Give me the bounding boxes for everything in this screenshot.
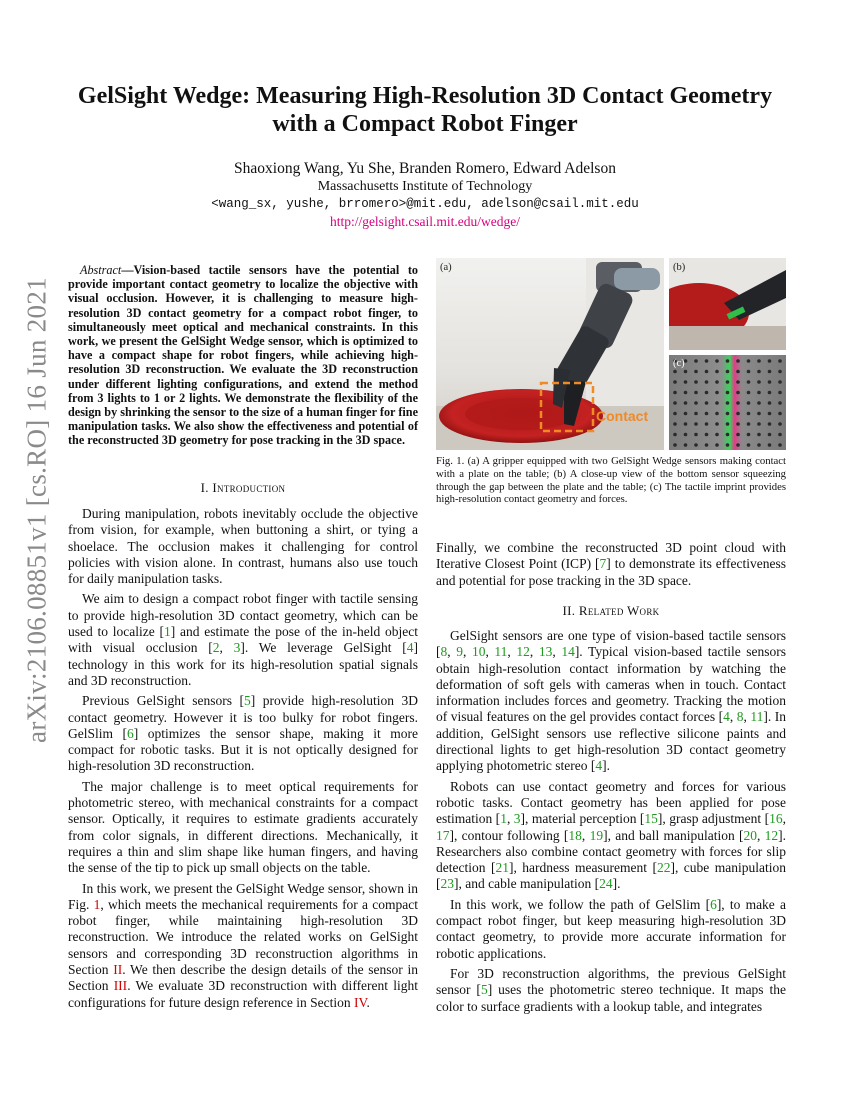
marker-dot: [673, 380, 677, 384]
citation-link[interactable]: 9: [456, 644, 463, 660]
marker-dot: [768, 422, 772, 426]
marker-dot: [705, 391, 709, 395]
citation-link[interactable]: 4: [723, 709, 730, 725]
marker-dot: [747, 370, 751, 374]
section-heading-introduction: I. Introduction: [200, 480, 286, 495]
citation-link[interactable]: 3: [513, 811, 521, 827]
marker-dot: [726, 370, 730, 374]
citation-link[interactable]: 4: [595, 758, 603, 774]
marker-dot: [778, 401, 782, 405]
marker-dot: [694, 412, 698, 416]
citation-link[interactable]: 8: [440, 644, 448, 660]
gripper-photo: [436, 258, 664, 450]
citation-link[interactable]: 17: [436, 827, 450, 843]
marker-dot: [715, 380, 719, 384]
figure-link[interactable]: 1: [93, 896, 101, 912]
paragraph: We aim to design a compact robot finger with tactile sensing to provide high-resolution 3D contact geometry, which can be used to localize [1] and estimate the pose of the in-held object with visual occlusion [2, 3]. We leverage GelSight [4] technology in this work for its high-resolution spatial signals and 3D reconstruction.: [68, 591, 419, 688]
marker-dot: [673, 433, 677, 437]
marker-dot: [726, 380, 730, 384]
marker-dot: [747, 380, 751, 384]
marker-dot: [684, 401, 688, 405]
marker-dot: [726, 433, 730, 437]
abstract: [68, 263, 418, 448]
marker-dot: [747, 422, 751, 426]
marker-dot: [694, 391, 698, 395]
marker-dot: [705, 433, 709, 437]
marker-dot: [747, 401, 751, 405]
figure-caption: Fig. 1. (a) A gripper equipped with two GelSight Wedge sensors making contact with a plate on the table; (b) A close-up view of the bottom sensor squeezing through the gap between the plate and the table; (c) The tactile imprint provides high-resolution contact geometry and forces.: [436, 455, 786, 506]
marker-dot: [673, 412, 677, 416]
marker-dot: [778, 443, 782, 447]
citation-link[interactable]: 20: [743, 827, 757, 843]
paragraph: Finally, we combine the reconstructed 3D point cloud with Iterative Closest Point (ICP) [7] to demonstrate its effectiveness and potential for pose tracking in the 3D space.: [436, 540, 786, 588]
marker-dot: [736, 380, 740, 384]
author-list: Shaoxiong Wang, Yu She, Branden Romero, Edward Adelson: [234, 160, 616, 177]
citation-link[interactable]: 11: [494, 644, 508, 660]
citation-link[interactable]: 6: [127, 725, 134, 741]
subfigure-label-b: (b): [673, 262, 686, 273]
marker-dot: [715, 391, 719, 395]
marker-dot: [684, 433, 688, 437]
marker-dot: [736, 359, 740, 363]
contact-label: Contact: [596, 408, 649, 424]
marker-dot: [715, 359, 719, 363]
tactile-imprint-image: [669, 355, 786, 450]
marker-dot: [684, 422, 688, 426]
marker-dot: [684, 412, 688, 416]
citation-link[interactable]: 19: [589, 827, 604, 843]
marker-dot: [705, 359, 709, 363]
citation-link[interactable]: 3: [233, 640, 241, 656]
marker-dot: [757, 359, 761, 363]
section-heading-related-work: II. Related Work: [562, 603, 660, 618]
figure-1: [436, 258, 786, 450]
marker-dot: [768, 443, 772, 447]
title-line-1: GelSight Wedge: Measuring High-Resolution 3D Contact Geometry: [77, 83, 773, 109]
section-link[interactable]: II: [113, 962, 123, 978]
paper-title: [60, 82, 790, 138]
paragraph: For 3D reconstruction algorithms, the previous GelSight sensor [5] uses the photometric stereo technique. It maps the color to surface gradients with a lookup table, and integrates: [436, 965, 786, 1014]
marker-dot: [726, 359, 730, 363]
citation-link[interactable]: 11: [750, 709, 764, 725]
marker-dot: [705, 380, 709, 384]
paragraph: The major challenge is to meet optical requirements for photometric stereo, with mechanical constraints for a compact sensor. Optically, it requires to estimate gradients accurately from color signals, in different directions. Mechanically, it requires a thin and slim shape like human fingers, and having the sense of the tip to pick up small objects on the table.: [68, 778, 418, 876]
subfigure-label-a: (a): [440, 262, 452, 273]
marker-dot: [694, 370, 698, 374]
abstract-text: —Vision-based tactile sensors have the potential to provide important contact geometry to localize the objective with visual occlusion. However, it is challenging to measure high-resolution 3D contact geometry for a compact robot finger, to simultaneously meet optical and mechanical constraints. In this work, we present the GelSight Wedge sensor, which is optimized to have a compact shape for robot fingers, while achieving high-resolution 3D reconstruction. We evaluate the 3D reconstruction under different lighting configurations, and extend the method from 3 lights to 1 or 2 lights. We demonstrate the flexibility of the design by shrinking the sensor to the size of a human finger for fine manipulation tasks. We also show the effectiveness and potential of the reconstructed 3D geometry for pose tracking in the 3D space.: [68, 263, 418, 448]
marker-dot: [778, 412, 782, 416]
citation-link[interactable]: 13: [538, 644, 553, 660]
marker-dot: [747, 433, 751, 437]
marker-dot: [694, 433, 698, 437]
paragraph: Robots can use contact geometry and forces for various robotic tasks. Contact geometry has been applied for pose estimation [1, 3], material perception [15], grasp adjustment [16, 17], contour following [18, 19], and ball manipulation [20, 12]. Researchers also combine contact geometry with forces for slip detection [21], hardness measurement [22], cube manipulation [23], and cable manipulation [24].: [436, 778, 787, 892]
citation-link[interactable]: 6: [710, 896, 717, 912]
marker-dot: [736, 422, 740, 426]
marker-dot: [673, 401, 677, 405]
marker-dot: [736, 391, 740, 395]
right-column-top: [436, 540, 786, 593]
citation-link[interactable]: 10: [471, 644, 486, 660]
marker-dot: [684, 391, 688, 395]
marker-dot: [757, 380, 761, 384]
marker-dot: [673, 443, 677, 447]
citation-link[interactable]: 5: [480, 982, 488, 998]
marker-dot: [768, 433, 772, 437]
marker-dot: [747, 412, 751, 416]
marker-dot: [736, 433, 740, 437]
marker-dot: [747, 359, 751, 363]
marker-dot: [736, 370, 740, 374]
citation-link[interactable]: 1: [164, 624, 171, 640]
marker-dot: [757, 433, 761, 437]
marker-dot: [768, 370, 772, 374]
arxiv-identifier: arXiv:2106.08851v1 [cs.RO] 16 Jun 2021: [21, 277, 52, 743]
marker-dot: [694, 443, 698, 447]
introduction-body: [68, 506, 418, 1015]
marker-dot: [694, 380, 698, 384]
marker-dot: [715, 401, 719, 405]
marker-dot: [715, 422, 719, 426]
marker-dot: [768, 391, 772, 395]
citation-link[interactable]: 8: [736, 709, 744, 725]
subfigure-label-c: (c): [673, 358, 685, 369]
marker-dot: [768, 359, 772, 363]
citation-link[interactable]: 21: [495, 860, 509, 876]
marker-dot: [673, 422, 677, 426]
marker-dot: [757, 391, 761, 395]
marker-dot: [778, 433, 782, 437]
marker-dot: [705, 443, 709, 447]
paragraph: In this work, we present the GelSight Wedge sensor, shown in Fig. 1, which meets the mechanical requirements for a compact robot finger, while maintaining high-resolution 3D reconstruction. We introduce the related works on GelSight sensors and corresponding 3D reconstruction algorithms in Section II. We then describe the design details of the sensor in Section III. We evaluate 3D reconstruction with different light configurations for future design reference in Section IV.: [68, 880, 418, 1010]
marker-dot: [705, 401, 709, 405]
marker-dot: [694, 401, 698, 405]
marker-dot: [757, 401, 761, 405]
marker-dot: [736, 443, 740, 447]
related-work-body: [436, 628, 786, 1019]
marker-dot: [747, 443, 751, 447]
citation-link[interactable]: 5: [244, 693, 251, 709]
marker-dot: [726, 443, 730, 447]
marker-dot: [726, 391, 730, 395]
paragraph: In this work, we follow the path of GelSlim [6], to make a compact robot finger, but keep measuring high-resolution 3D contact geometry, to provide more accurate information for robotic applications.: [436, 896, 786, 961]
citation-link[interactable]: 2: [212, 640, 220, 656]
citation-link[interactable]: 18: [568, 827, 582, 843]
marker-dot: [778, 359, 782, 363]
marker-dot: [726, 412, 730, 416]
marker-dot: [757, 443, 761, 447]
marker-dot: [778, 391, 782, 395]
author-emails: <wang_sx, yushe, brromero>@mit.edu, adelson@csail.mit.edu: [211, 197, 639, 211]
citation-link[interactable]: 16: [769, 811, 783, 827]
marker-dot: [778, 380, 782, 384]
closeup-illustration: [669, 258, 786, 350]
citation-link[interactable]: 4: [406, 640, 414, 656]
paragraph: GelSight sensors are one type of vision-based tactile sensors [8, 9, 10, 11, 12, 13, 14]. Typical vision-based tactile sensors obtain high-resolution contact information by watching the deformation of soft gels with cameras when in touch. Contact information includes forces and geometry. Tracking the motion of visual features on the gel provides contact forces [4, 8, 11]. In addition, GelSight sensors use reflective silicone paints and directional lights to get high-resolution 3D contact geometry applying photometric stereo [4].: [436, 628, 787, 774]
marker-dot: [684, 370, 688, 374]
marker-dot: [778, 422, 782, 426]
marker-dot: [768, 380, 772, 384]
marker-dot: [673, 391, 677, 395]
citation-link[interactable]: 12: [764, 827, 779, 843]
citation-link[interactable]: 15: [644, 811, 658, 827]
citation-link[interactable]: 1: [500, 811, 507, 827]
citation-link[interactable]: 7: [599, 556, 607, 572]
citation-link[interactable]: 24: [599, 876, 613, 892]
marker-dot: [715, 370, 719, 374]
marker-dot: [705, 412, 709, 416]
citation-link[interactable]: 23: [440, 876, 454, 892]
marker-dot: [736, 401, 740, 405]
paragraph: During manipulation, robots inevitably occlude the objective from vision, for example, when buttoning a shirt, or tying a shoelace. The occlusion makes it challenging for control policies with vision alone. In contrast, humans also use touch for daily manipulation tasks.: [68, 506, 418, 587]
marker-dot: [747, 391, 751, 395]
marker-dot: [726, 401, 730, 405]
marker-dot: [694, 422, 698, 426]
section-link[interactable]: III: [113, 978, 128, 994]
sensor-closeup-photo: [669, 258, 786, 350]
citation-link[interactable]: 14: [561, 644, 575, 660]
marker-dot: [726, 422, 730, 426]
marker-dot-grid: [669, 355, 786, 450]
marker-dot: [757, 412, 761, 416]
marker-dot: [757, 370, 761, 374]
marker-dot: [684, 380, 688, 384]
marker-dot: [694, 359, 698, 363]
marker-dot: [768, 412, 772, 416]
marker-dot: [715, 443, 719, 447]
marker-dot: [768, 401, 772, 405]
citation-link[interactable]: 12: [516, 644, 530, 660]
marker-dot: [715, 433, 719, 437]
marker-dot: [705, 422, 709, 426]
paragraph: Previous GelSight sensors [5] provide high-resolution 3D contact geometry. However it is too bulky for robot fingers. GelSlim [6] optimizes the sensor shape, making it more compact for robotic tasks. But it is not optically designed for high-resolution 3D reconstruction.: [68, 693, 419, 774]
affiliation: Massachusetts Institute of Technology: [317, 179, 533, 194]
section-link[interactable]: IV: [354, 994, 367, 1010]
abstract-label: Abstract: [80, 263, 122, 277]
marker-dot: [715, 412, 719, 416]
marker-dot: [778, 370, 782, 374]
marker-dot: [673, 370, 677, 374]
project-url-link[interactable]: http://gelsight.csail.mit.edu/wedge/: [329, 214, 521, 229]
marker-dot: [684, 443, 688, 447]
citation-link[interactable]: 22: [656, 860, 671, 876]
marker-dot: [757, 422, 761, 426]
marker-dot: [736, 412, 740, 416]
arxiv-sidebar-stamp: [12, 277, 62, 743]
marker-dot: [705, 370, 709, 374]
title-line-2: with a Compact Robot Finger: [272, 111, 578, 137]
